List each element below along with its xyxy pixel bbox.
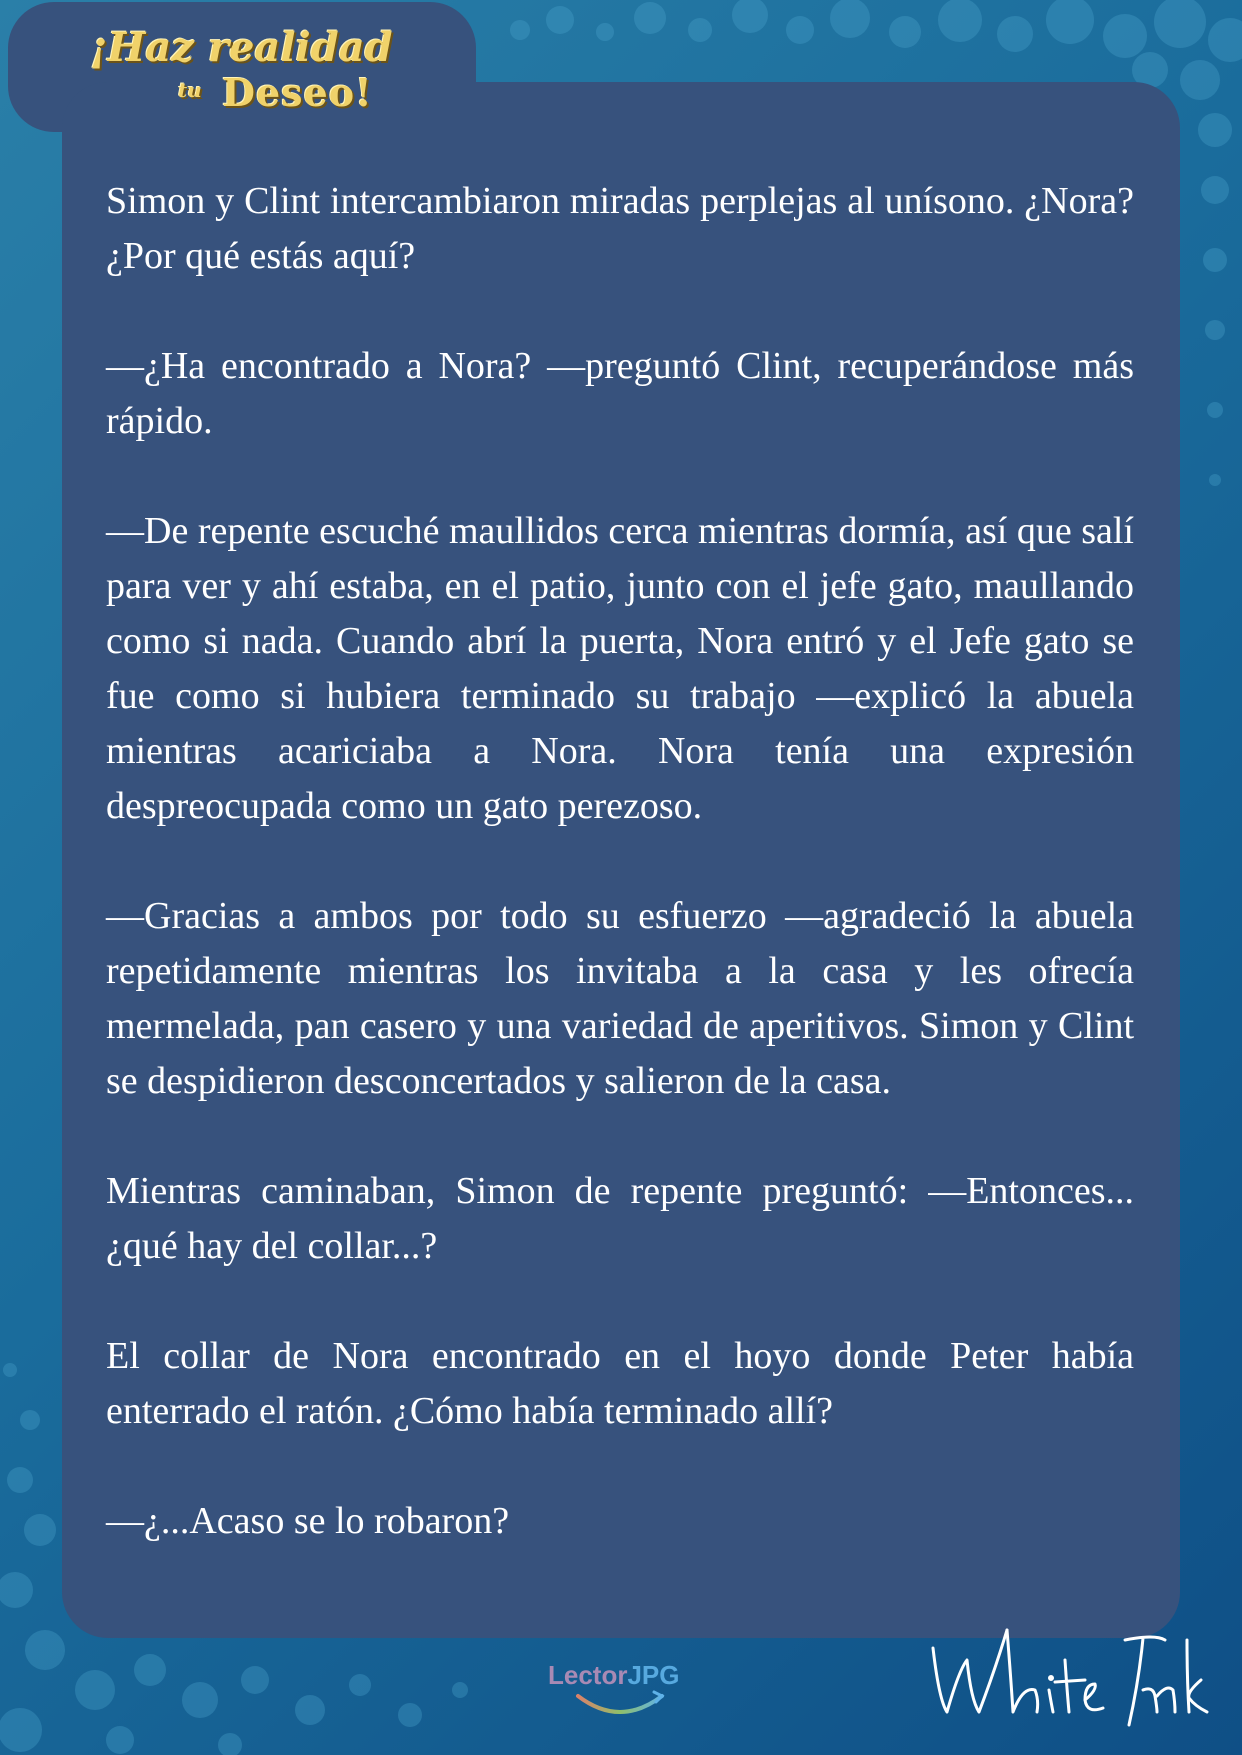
logo-line-3: Deseo! [222,70,373,115]
lector-text: Lector [548,1660,628,1690]
paragraph: —De repente escuché maullidos cerca mientras dormía, así que salí para ver y ahí estaba, en el patio, junto con el jefe gato, maullando como si nada. Cuando abrí la puerta, Nora entró y el Jefe gato se fue como si hubiera terminado su trabajo —explicó la abuela mientras acariciaba a Nora. Nora tenía una expresión despreocupada como un gato perezoso. [106,510,1134,827]
lectorjpg-watermark [548,1660,680,1691]
smile-icon [570,1688,670,1728]
paragraph: El collar de Nora encontrado en el hoyo donde Peter había enterrado el ratón. ¿Cómo había terminado allí? [106,1335,1134,1432]
story-text [106,174,1134,1549]
paragraph: Simon y Clint intercambiaron miradas perplejas al unísono. ¿Nora? ¿Por qué estás aquí? [106,180,1134,277]
white-ink-signature [925,1620,1210,1730]
paragraph: —¿Ha encontrado a Nora? —preguntó Clint, recuperándose más rápido. [106,345,1134,442]
logo-line-1: ¡Haz realidad [90,24,393,71]
logo-line-2: tu [178,78,202,102]
logo [90,18,393,123]
paragraph: —Gracias a ambos por todo su esfuerzo —agradeció la abuela repetidamente mientras los invitaba a la casa y les ofrecía mermelada, pan casero y una variedad de aperitivos. Simon y Clint se despidieron desconcertados y salieron de la casa. [106,895,1134,1102]
jpg-text: JPG [627,1660,680,1690]
paragraph: Mientras caminaban, Simon de repente preguntó: —Entonces... ¿qué hay del collar...? [106,1170,1134,1267]
paragraph: —¿...Acaso se lo robaron? [106,1500,510,1542]
